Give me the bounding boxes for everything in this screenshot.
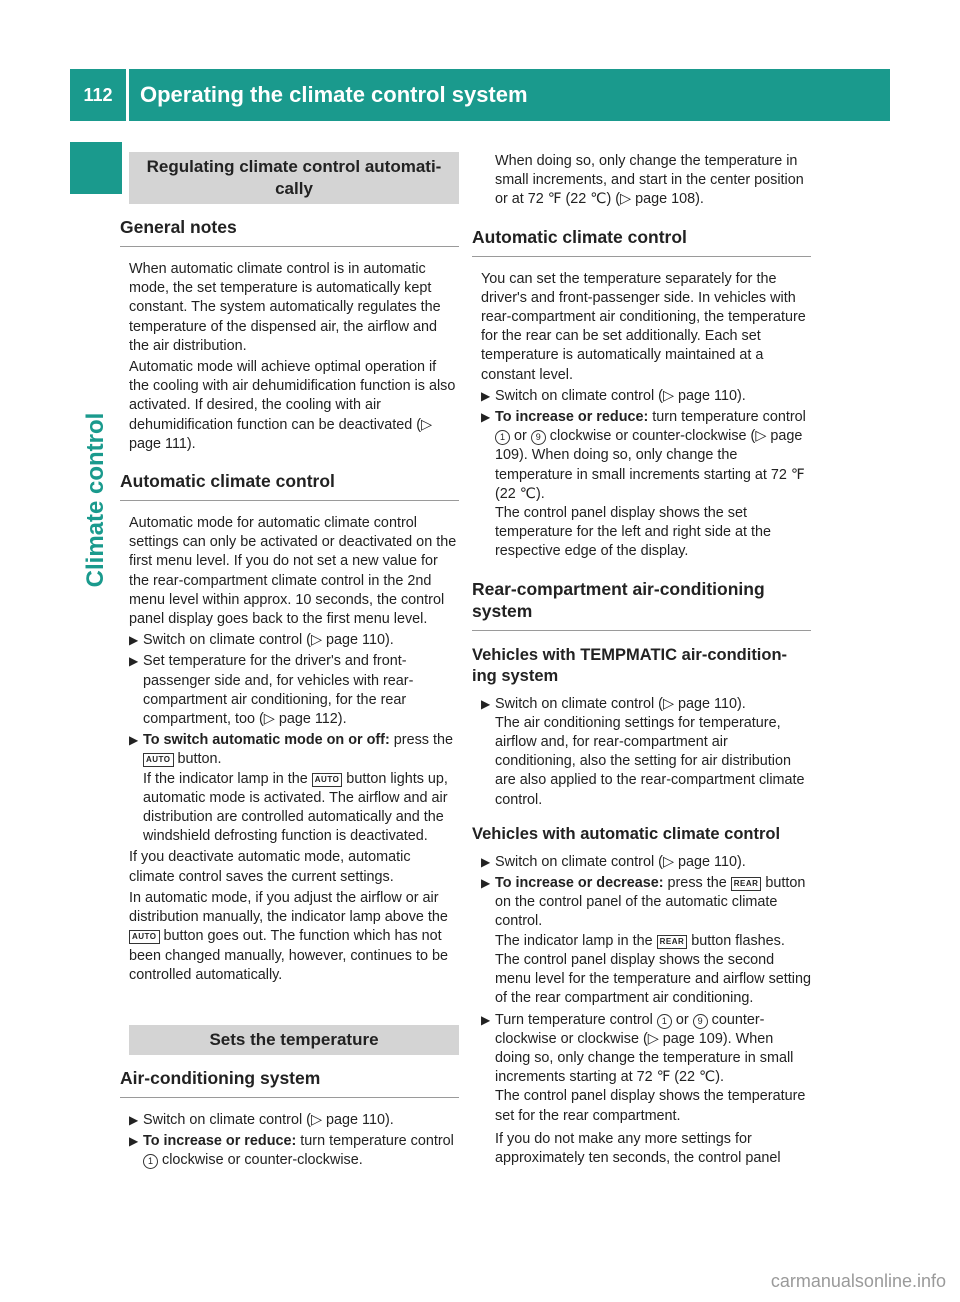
right-column [472, 152, 811, 1170]
step-arrow-icon: ▶ [481, 388, 491, 403]
paragraph: If you deactivate automatic mode, automatic climate control saves the current settings. [129, 849, 411, 885]
paragraph-text: button goes out. The function which has not been changed manually, however, continues to be controlled automatically. [129, 928, 448, 983]
step-arrow-icon: ▶ [129, 733, 139, 748]
step-text: If you do not make any more settings for approximately ten seconds, the control panel [495, 1130, 781, 1166]
step-arrow-icon: ▶ [481, 876, 491, 891]
step-text: turn temperature control [648, 409, 806, 426]
step-text: Set temperature for the driver's and front-passenger side and, for vehicles with rear-compartment air conditioning, for the rear compartment, too (▷ page 112). [143, 653, 414, 728]
step-text: clockwise or counter-clockwise (▷ page 109). When doing so, only change the temperature in small increments starting at 72 ℉ (22 ℃). [495, 428, 805, 502]
step-text: If the indicator lamp in the [143, 770, 312, 787]
step-arrow-icon: ▶ [481, 410, 491, 425]
step-text: or [671, 1011, 693, 1028]
instruction-step [129, 631, 459, 650]
control-9-icon: 9 [531, 430, 546, 445]
heading-automatic-climate-control-right: Automatic climate control [472, 226, 811, 257]
rear-button-icon: REAR [657, 935, 688, 949]
paragraph: When doing so, only change the temperature in small increments, and start in the center position or at 72 ℉ (22 ℃) (▷ page 108). [495, 153, 804, 208]
instruction-step [481, 853, 811, 872]
instruction-step [481, 695, 811, 810]
instruction-step [129, 652, 459, 729]
control-1-icon: 1 [495, 430, 510, 445]
section-side-label-text: Climate control [82, 412, 109, 588]
section-tab-marker [70, 142, 122, 194]
section-banner-regulating: Regulating climate control automati-cally [129, 152, 459, 204]
heading-automatic-rear: Vehicles with automatic climate control [472, 824, 781, 843]
step-arrow-icon: ▶ [481, 696, 491, 711]
heading-air-conditioning-system: Air-conditioning system [120, 1067, 459, 1098]
step-bold-label: To increase or reduce: [495, 409, 649, 426]
step-arrow-icon: ▶ [129, 654, 139, 669]
heading-general-notes: General notes [120, 216, 459, 247]
step-text: Turn temperature control [495, 1011, 657, 1028]
step-text: Switch on climate control (▷ page 110). [495, 853, 746, 870]
step-text: button lights up, automatic mode is activated. The airflow and air distribution are controlled automatically and the windshield defrosting function is deactivated. [143, 770, 448, 845]
step-arrow-icon: ▶ [129, 1134, 139, 1149]
left-column [120, 152, 459, 1173]
step-text: clockwise or counter-clockwise. [158, 1152, 363, 1169]
control-9-icon: 9 [693, 1014, 708, 1029]
instruction-step [481, 387, 811, 406]
step-arrow-icon: ▶ [481, 1012, 491, 1027]
step-text: Switch on climate control (▷ page 110). [495, 695, 746, 712]
page-title: Operating the climate control system [140, 82, 528, 107]
header-divider [126, 69, 129, 121]
step-text: turn temperature control [296, 1133, 454, 1150]
paragraph: You can set the temperature separately for the driver's and front-passenger side. In vehicles with rear-compartment air conditioning, the temperature for the rear can be set additionally. Each set temperature is automatically maintained at a constant level. [481, 270, 806, 383]
instruction-step [129, 1132, 459, 1170]
instruction-step [481, 874, 811, 1008]
rear-button-icon: REAR [731, 877, 762, 891]
step-bold-label: To increase or decrease: [495, 875, 664, 892]
step-text: press the [389, 732, 453, 749]
step-text: press the [663, 875, 731, 892]
step-arrow-icon: ▶ [129, 1112, 139, 1127]
step-text: Switch on climate control (▷ page 110). [143, 1111, 394, 1128]
control-1-icon: 1 [143, 1154, 158, 1169]
instruction-step [129, 731, 459, 846]
step-arrow-icon: ▶ [129, 633, 139, 648]
step-text: Switch on climate control (▷ page 110). [495, 387, 746, 404]
step-arrow-icon: ▶ [481, 854, 491, 869]
auto-button-icon: AUTO [312, 773, 343, 787]
auto-button-icon: AUTO [143, 753, 174, 767]
instruction-step [481, 408, 811, 562]
instruction-step [481, 1011, 811, 1169]
step-text: Switch on climate control (▷ page 110). [143, 632, 394, 649]
step-text: button flashes. The control panel display shows the second menu level for the temperature and airflow setting of the rear compartment air conditioning. [495, 932, 811, 1007]
paragraph: Automatic mode will achieve optimal operation if the cooling with air dehumidification function is also activated. If desired, the cooling with air dehumidification function can be deactivated (▷ page 111). [129, 359, 456, 452]
heading-tempmatic: Vehicles with TEMPMATIC air-condition-ing system [472, 645, 788, 685]
paragraph: When automatic climate control is in automatic mode, the set temperature is automatically kept constant. The system automatically regulates the temperature of the dispensed air, the airflow and the air distribution. [129, 261, 441, 354]
step-bold-label: To increase or reduce: [143, 1133, 297, 1150]
control-1-icon: 1 [657, 1014, 672, 1029]
heading-rear-compartment: Rear-compartment air-conditioning system [472, 578, 811, 631]
step-text: The indicator lamp in the [495, 932, 657, 949]
instruction-step [129, 1111, 459, 1130]
step-text: The air conditioning settings for temperature, airflow and, for rear-compartment air conditioning, also the setting for air distribution are also applied to the rear-compartment climate control. [495, 714, 805, 808]
step-text: The control panel display shows the set temperature for the left and right side at the respective edge of the display. [495, 505, 771, 560]
step-text: button. [173, 751, 222, 768]
step-bold-label: To switch automatic mode on or off: [143, 732, 390, 749]
step-text: button on the control panel of the automatic climate control. [495, 875, 806, 930]
step-text: or [510, 428, 531, 445]
paragraph [129, 889, 459, 985]
auto-button-icon: AUTO [129, 930, 160, 944]
watermark: carmanualsonline.info [770, 1271, 946, 1291]
paragraph-text: In automatic mode, if you adjust the airflow or air distribution manually, the indicator lamp above the [129, 889, 448, 926]
paragraph: Automatic mode for automatic climate control settings can only be activated or deactivated on the first menu level. If you do not set a new value for the rear-compartment climate control in the 2nd menu level within approx. 10 seconds, the control panel display goes back to the first menu level. [129, 515, 457, 628]
section-banner-sets-temperature: Sets the temperature [129, 1025, 459, 1055]
header-bar [70, 69, 890, 121]
heading-automatic-climate-control: Automatic climate control [120, 470, 459, 501]
step-text: counter-clockwise or clockwise (▷ page 109). When doing so, only change the temperature in small increments starting at 72 ℉ (22 ℃). [495, 1011, 794, 1086]
page-number: 112 [83, 85, 113, 105]
step-text: The control panel display shows the temperature set for the rear compartment. [495, 1088, 806, 1124]
